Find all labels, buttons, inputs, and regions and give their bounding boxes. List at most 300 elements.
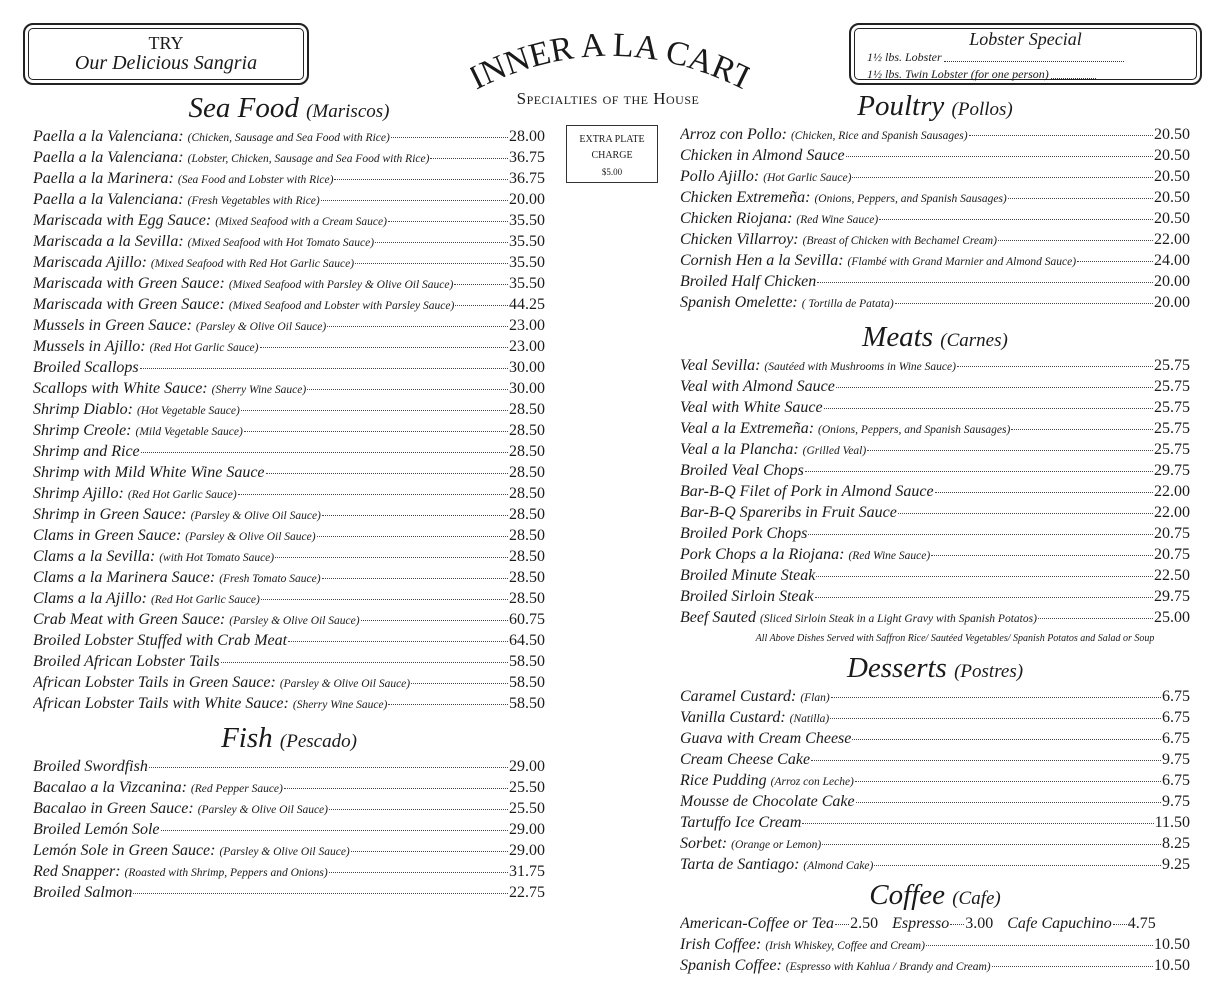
menu-item [680, 187, 1190, 208]
menu-item [33, 798, 545, 819]
menu-item [680, 145, 1190, 166]
menu-item [33, 756, 545, 777]
item-price: 29.00 [509, 842, 545, 859]
menu-item [680, 355, 1190, 376]
item-price: 20.50 [1154, 210, 1190, 227]
item-price: 28.50 [509, 527, 545, 544]
menu-item [680, 607, 1190, 628]
extra-plate-price: $5.00 [601, 167, 623, 177]
item-price: 25.75 [1154, 378, 1190, 395]
item-name: Chicken Riojana: [680, 210, 793, 227]
leader-dots [898, 513, 1153, 514]
leader-dots [867, 450, 1153, 451]
item-description: (Mixed Seafood with Red Hot Garlic Sauce) [150, 258, 355, 270]
item-name: Broiled African Lobster Tails [33, 653, 220, 670]
sangria-text: Our Delicious Sangria [74, 52, 258, 74]
item-price: 9.25 [1162, 856, 1190, 873]
item-name: Broiled Salmon [33, 884, 133, 901]
item-description: (Irish Whiskey, Coffee and Cream) [765, 940, 925, 952]
specialties-heading: Specialties of the House [516, 89, 700, 108]
menu-item [33, 609, 545, 630]
leader-dots [321, 200, 508, 201]
item-price: 30.00 [509, 359, 545, 376]
menu-item [680, 397, 1190, 418]
item-name: Broiled Lemón Sole [33, 821, 160, 838]
item-name: Shrimp Creole: [33, 422, 132, 439]
item-description: (Flambé with Grand Marnier and Almond Sauce) [847, 256, 1077, 268]
menu-item [33, 147, 545, 168]
coffee-list [680, 934, 1190, 976]
item-description: (Parsley & Olive Oil Sauce) [229, 615, 360, 627]
menu-item [33, 882, 545, 903]
item-name: Mussels in Green Sauce: [33, 317, 192, 334]
menu-item [680, 166, 1190, 187]
item-name: Caramel Custard: [680, 688, 797, 705]
item-name: Broiled Half Chicken [680, 273, 817, 290]
item-price: 20.50 [1154, 126, 1190, 143]
leader-dots [430, 158, 508, 159]
item-name: Chicken Villarroy: [680, 231, 799, 248]
leader-dots [822, 844, 1161, 845]
item-description: (Sautéed with Mushrooms in Wine Sauce) [764, 361, 956, 373]
leader-dots [998, 240, 1153, 241]
leader-dots [879, 219, 1153, 220]
left-column [33, 90, 545, 903]
leader-dots [1008, 198, 1153, 199]
item-price: 22.00 [1154, 483, 1190, 500]
menu-item [33, 252, 545, 273]
leader-dots [802, 823, 1153, 824]
leader-dots [266, 473, 508, 474]
item-price: 9.75 [1162, 793, 1190, 810]
menu-item [680, 208, 1190, 229]
menu-item [680, 833, 1190, 854]
leader-dots [817, 282, 1153, 283]
item-name: Arroz con Pollo: [680, 126, 787, 143]
poultry-list [680, 124, 1190, 313]
menu-item [33, 189, 545, 210]
menu-item [33, 567, 545, 588]
menu-title-text: NNER A LA CAR [475, 26, 740, 93]
item-price: 30.00 [509, 380, 545, 397]
item-description: (Lobster, Chicken, Sausage and Sea Food with Rice) [187, 153, 430, 165]
leader-dots [874, 865, 1161, 866]
menu-item [33, 504, 545, 525]
item-price: 44.25 [509, 296, 545, 313]
menu-item [680, 250, 1190, 271]
item-description: (Chicken, Sausage and Sea Food with Rice) [187, 132, 390, 144]
leader-dots [141, 452, 508, 453]
item-name: Spanish Coffee: [680, 957, 782, 974]
leader-dots [824, 408, 1153, 409]
menu-item [680, 523, 1190, 544]
leader-dots [411, 683, 508, 684]
item-description: (Flan) [800, 692, 830, 704]
lobster-special-box [849, 23, 1202, 85]
seafood-list [33, 126, 545, 714]
menu-item [680, 460, 1190, 481]
menu-item [33, 630, 545, 651]
item-description: (Mixed Seafood and Lobster with Parsley Sauce) [228, 300, 455, 312]
item-price: 28.50 [509, 485, 545, 502]
leader-dots [238, 494, 508, 495]
item-description: (Fresh Tomato Sauce) [219, 573, 321, 585]
item-price: 36.75 [509, 170, 545, 187]
item-name: Mariscada a la Sevilla: [33, 233, 184, 250]
menu-item [33, 378, 545, 399]
item-price: 28.50 [509, 464, 545, 481]
coffee-combo-row: American-Coffee or Tea 2.50 Espresso 3.00 Cafe Capuchino 4.75 [680, 915, 1156, 932]
item-description: (Natilla) [789, 713, 830, 725]
item-price: 22.75 [509, 884, 545, 901]
section-coffee-heading: Coffee (Cafe) [869, 879, 1001, 911]
leader-dots [288, 641, 508, 642]
item-description: (Sherry Wine Sauce) [292, 699, 388, 711]
item-price: 22.00 [1154, 231, 1190, 248]
menu-item [33, 441, 545, 462]
item-name: Broiled Minute Steak [680, 567, 816, 584]
menu-item [680, 418, 1190, 439]
item-name: Red Snapper: [33, 863, 121, 880]
menu-item [680, 728, 1190, 749]
extra-plate-line2: CHARGE [591, 150, 633, 161]
leader-dots [284, 788, 508, 789]
item-description: (with Hot Tomato Sauce) [159, 552, 275, 564]
item-name: Crab Meat with Green Sauce: [33, 611, 226, 628]
leader-dots [811, 760, 1161, 761]
leader-dots [361, 620, 508, 621]
item-price: 10.50 [1154, 936, 1190, 953]
menu-item [33, 861, 545, 882]
menu-item [680, 749, 1190, 770]
menu-item [680, 854, 1190, 875]
extra-plate-box [566, 125, 658, 183]
item-name: Cream Cheese Cake [680, 751, 811, 768]
item-price: 35.50 [509, 233, 545, 250]
item-price: 28.50 [509, 569, 545, 586]
item-price: 28.00 [509, 128, 545, 145]
section-seafood-heading: Sea Food (Mariscos) [188, 92, 390, 124]
leader-dots [1011, 429, 1153, 430]
menu-item [680, 955, 1190, 976]
menu-item [33, 168, 545, 189]
menu-item [680, 292, 1190, 313]
item-name: Paella a la Valenciana: [33, 128, 184, 145]
item-name: Vanilla Custard: [680, 709, 786, 726]
leader-dots [329, 809, 508, 810]
item-name: Broiled Scallops [33, 359, 139, 376]
item-description: (Roasted with Shrimp, Peppers and Onions) [124, 867, 328, 879]
menu-item [680, 271, 1190, 292]
leader-dots [133, 893, 508, 894]
menu-item [680, 565, 1190, 586]
item-description: (Red Pepper Sauce) [190, 783, 283, 795]
menu-item [680, 544, 1190, 565]
item-price: 23.00 [509, 317, 545, 334]
item-price: 28.50 [509, 590, 545, 607]
leader-dots [317, 536, 508, 537]
leader-dots [355, 263, 508, 264]
menu-item [33, 651, 545, 672]
section-poultry-heading: Poultry (Pollos) [857, 90, 1013, 122]
menu-item [680, 229, 1190, 250]
item-price: 10.50 [1154, 957, 1190, 974]
item-price: 29.00 [509, 821, 545, 838]
menu-item [33, 126, 545, 147]
item-description: (Parsley & Olive Oil Sauce) [195, 321, 327, 333]
leader-dots [221, 662, 508, 663]
item-name: Veal a la Extremeña: [680, 420, 815, 437]
leader-dots [275, 557, 508, 558]
leader-dots [855, 781, 1161, 782]
item-description: (Arroz con Leche) [770, 776, 854, 788]
item-name: Mariscada Ajillo: [33, 254, 147, 271]
item-price: 35.50 [509, 212, 545, 229]
item-price: 28.50 [509, 506, 545, 523]
menu-item [680, 586, 1190, 607]
leader-dots [1038, 618, 1153, 619]
item-name: Clams a la Ajillo: [33, 590, 147, 607]
leader-dots [261, 599, 508, 600]
item-description: (Parsley & Olive Oil Sauce) [279, 678, 411, 690]
leader-dots [831, 697, 1161, 698]
lobster-special-item: 1½ lbs. Twin Lobster (for one person) [851, 66, 1200, 83]
item-description: (Mixed Seafood with a Cream Sauce) [215, 216, 387, 228]
menu-item [680, 707, 1190, 728]
item-price: 58.50 [509, 695, 545, 712]
item-price: 25.00 [1154, 609, 1190, 626]
leader-dots [957, 366, 1153, 367]
leader-dots [307, 389, 508, 390]
leader-dots [334, 179, 508, 180]
leader-dots [388, 221, 508, 222]
item-name: Shrimp and Rice [33, 443, 140, 460]
item-name: Veal with Almond Sauce [680, 378, 835, 395]
item-price: 9.75 [1162, 751, 1190, 768]
item-price: 28.50 [509, 422, 545, 439]
item-name: Mariscada with Egg Sauce: [33, 212, 212, 229]
item-name: African Lobster Tails with White Sauce: [33, 695, 289, 712]
menu-item [33, 693, 545, 714]
item-description: (Red Hot Garlic Sauce) [149, 342, 259, 354]
item-description: (Red Wine Sauce) [848, 550, 931, 562]
leader-dots [895, 303, 1153, 304]
item-price: 29.75 [1154, 462, 1190, 479]
leader-dots [391, 137, 508, 138]
item-name: Shrimp Ajillo: [33, 485, 124, 502]
item-price: 25.75 [1154, 420, 1190, 437]
fish-list [33, 756, 545, 903]
leader-dots [322, 578, 508, 579]
menu-item [33, 819, 545, 840]
menu-item [33, 336, 545, 357]
menu-item [33, 483, 545, 504]
item-price: 20.75 [1154, 525, 1190, 542]
item-price: 28.50 [509, 401, 545, 418]
menu-item [33, 672, 545, 693]
item-name: Broiled Swordfish [33, 758, 148, 775]
item-price: 60.75 [509, 611, 545, 628]
sangria-try: TRY [148, 33, 184, 53]
item-price: 58.50 [509, 674, 545, 691]
item-name: Bacalao in Green Sauce: [33, 800, 194, 817]
item-name: Clams in Green Sauce: [33, 527, 182, 544]
leader-dots [327, 326, 508, 327]
item-price: 64.50 [509, 632, 545, 649]
item-description: (Espresso with Kahlua / Brandy and Cream) [785, 961, 991, 973]
leader-dots [805, 471, 1153, 472]
meats-list [680, 355, 1190, 628]
item-description: (Onions, Peppers, and Spanish Sausages) [818, 424, 1011, 436]
item-description: (Sea Food and Lobster with Rice) [177, 174, 334, 186]
item-price: 36.75 [509, 149, 545, 166]
menu-item [33, 273, 545, 294]
item-price: 11.50 [1154, 814, 1190, 831]
item-name: Irish Coffee: [680, 936, 762, 953]
leader-dots [926, 945, 1153, 946]
item-description: (Breast of Chicken with Bechamel Cream) [802, 235, 997, 247]
menu-item [33, 315, 545, 336]
leader-dots [852, 177, 1153, 178]
menu-item [33, 210, 545, 231]
leader-dots [836, 387, 1153, 388]
item-name: Bacalao a la Vizcanina: [33, 779, 187, 796]
item-name: Mousse de Chocolate Cake [680, 793, 855, 810]
menu-item [680, 124, 1190, 145]
lobster-special-item: 1½ lbs. Lobster [851, 49, 1200, 66]
item-description: (Sherry Wine Sauce) [211, 384, 307, 396]
leader-dots [375, 242, 508, 243]
item-name: Paella a la Marinera: [33, 170, 174, 187]
leader-dots [455, 305, 508, 306]
leader-dots [1077, 261, 1153, 262]
item-name: Broiled Sirloin Steak [680, 588, 814, 605]
item-description: ( Tortilla de Patata) [801, 298, 894, 310]
item-description: (Red Wine Sauce) [796, 214, 879, 226]
item-name: Scallops with White Sauce: [33, 380, 208, 397]
menu-item [33, 420, 545, 441]
menu-item [33, 357, 545, 378]
menu-item [33, 294, 545, 315]
leader-dots [856, 802, 1161, 803]
leader-dots [322, 515, 508, 516]
item-description: (Parsley & Olive Oil Sauce) [185, 531, 316, 543]
item-price: 25.75 [1154, 441, 1190, 458]
item-name: Chicken Extremeña: [680, 189, 811, 206]
item-price: 35.50 [509, 254, 545, 271]
item-price: 20.50 [1154, 189, 1190, 206]
item-description: (Mixed Seafood with Hot Tomato Sauce) [187, 237, 375, 249]
item-price: 28.50 [509, 548, 545, 565]
item-description: (Parsley & Olive Oil Sauce) [190, 510, 321, 522]
item-description: (Parsley & Olive Oil Sauce) [197, 804, 328, 816]
leader-dots [830, 718, 1161, 719]
item-name: Beef Sauted [680, 609, 756, 626]
item-description: (Grilled Veal) [802, 445, 867, 457]
leader-dots [329, 872, 508, 873]
item-name: Guava with Cream Cheese [680, 730, 852, 747]
desserts-list [680, 686, 1190, 875]
item-name: Paella a la Valenciana: [33, 149, 184, 166]
menu-item [33, 462, 545, 483]
leader-dots [808, 534, 1153, 535]
item-description: (Red Hot Garlic Sauce) [150, 594, 260, 606]
leader-dots [244, 431, 508, 432]
item-description: (Hot Vegetable Sauce) [137, 405, 240, 417]
item-price: 24.00 [1154, 252, 1190, 269]
section-fish-heading: Fish (Pescado) [221, 722, 357, 754]
item-name: Veal with White Sauce [680, 399, 823, 416]
item-description: (Mixed Seafood with Parsley & Olive Oil Sauce) [228, 279, 454, 291]
item-name: Pork Chops a la Riojana: [680, 546, 845, 563]
item-price: 31.75 [509, 863, 545, 880]
item-name: Tarta de Santiago: [680, 856, 800, 873]
item-name: Shrimp with Mild White Wine Sauce [33, 464, 265, 481]
item-price: 20.00 [509, 191, 545, 208]
item-price: 29.75 [1154, 588, 1190, 605]
leader-dots [816, 576, 1153, 577]
item-name: Paella a la Valenciana: [33, 191, 184, 208]
leader-dots [140, 368, 508, 369]
item-name: Broiled Veal Chops [680, 462, 804, 479]
item-description: (Onions, Peppers, and Spanish Sausages) [814, 193, 1007, 205]
item-name: Lemón Sole in Green Sauce: [33, 842, 216, 859]
menu-item [680, 934, 1190, 955]
item-description: (Sliced Sirloin Steak in a Light Gravy with Spanish Potatos) [759, 613, 1037, 625]
item-name: Mariscada with Green Sauce: [33, 296, 225, 313]
item-description: (Hot Garlic Sauce) [763, 172, 852, 184]
meats-note: All Above Dishes Served with Saffron Rice/ Sautéed Vegetables/ Spanish Potatos and Salad or Soup [755, 633, 1155, 644]
item-name: Chicken in Almond Sauce [680, 147, 845, 164]
item-name: Pollo Ajillo: [680, 168, 760, 185]
item-name: Rice Pudding [680, 772, 767, 789]
menu-item [33, 546, 545, 567]
item-name: Broiled Lobster Stuffed with Crab Meat [33, 632, 288, 649]
item-description: (Orange or Lemon) [731, 839, 822, 851]
item-price: 28.50 [509, 443, 545, 460]
leader-dots [454, 284, 508, 285]
item-name: Spanish Omelette: [680, 294, 798, 311]
item-price: 25.75 [1154, 399, 1190, 416]
item-price: 20.75 [1154, 546, 1190, 563]
menu-item [33, 525, 545, 546]
item-price: 6.75 [1162, 772, 1190, 789]
section-meats-heading: Meats (Carnes) [862, 321, 1008, 353]
item-price: 22.50 [1154, 567, 1190, 584]
item-name: Tartuffo Ice Cream [680, 814, 802, 831]
item-name: Mussels in Ajillo: [33, 338, 146, 355]
leader-dots [388, 704, 508, 705]
svg-text:DINNER A LA CARTE [470, 26, 750, 96]
item-name: Clams a la Marinera Sauce: [33, 569, 216, 586]
item-price: 6.75 [1162, 730, 1190, 747]
item-description: (Red Hot Garlic Sauce) [127, 489, 237, 501]
menu-item [680, 439, 1190, 460]
item-price: 25.50 [509, 800, 545, 817]
right-column [680, 88, 1190, 976]
item-name: Broiled Pork Chops [680, 525, 808, 542]
item-price: 20.50 [1154, 168, 1190, 185]
menu-item [33, 231, 545, 252]
item-name: African Lobster Tails in Green Sauce: [33, 674, 276, 691]
menu-item [33, 777, 545, 798]
menu-item [680, 791, 1190, 812]
menu-item [680, 686, 1190, 707]
item-price: 8.25 [1162, 835, 1190, 852]
menu-item [680, 812, 1190, 833]
leader-dots [161, 830, 509, 831]
item-name: Mariscada with Green Sauce: [33, 275, 225, 292]
